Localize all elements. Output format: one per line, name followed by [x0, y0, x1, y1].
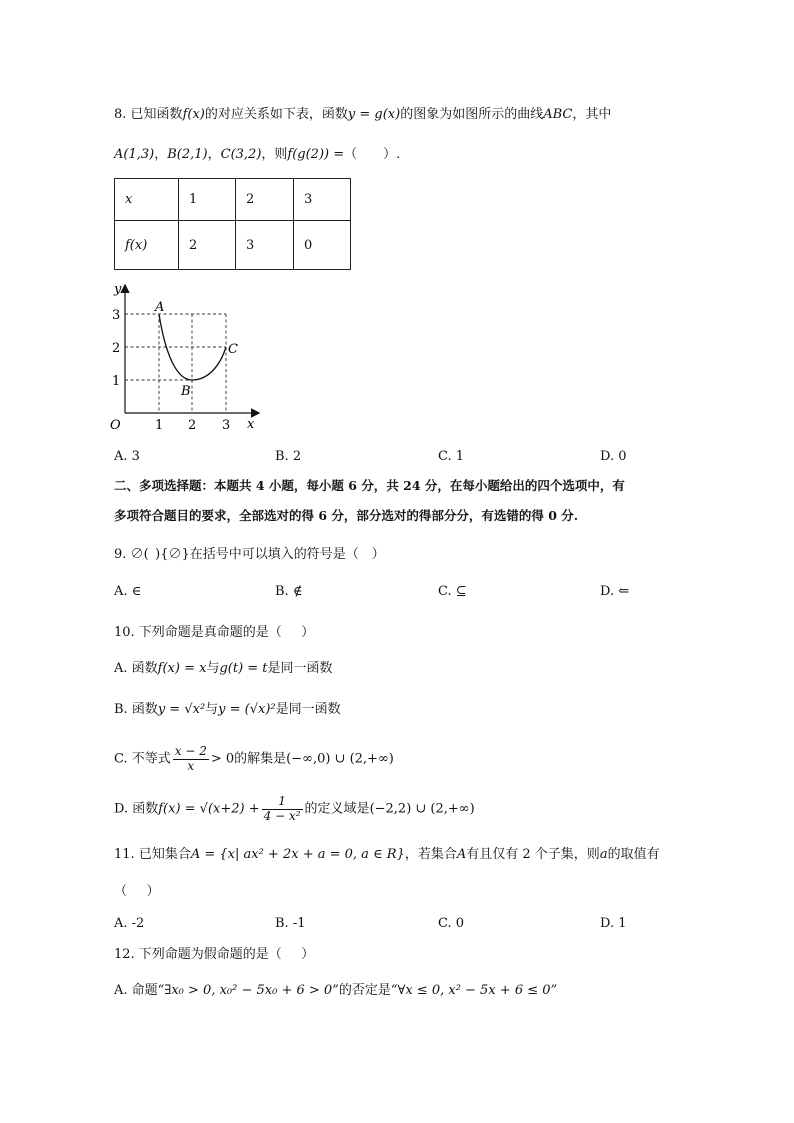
q11-var: A [456, 847, 467, 862]
q9-option-a[interactable]: A. ∈ [114, 584, 142, 599]
q8-sep: ， [207, 147, 221, 162]
option-text: 与 [205, 702, 219, 717]
axis-x-label: x [247, 417, 255, 432]
q8-number: 8. [114, 107, 127, 122]
table-cell: 2 [236, 179, 294, 221]
q11-set: A = {x| ax² + 2x + a = 0, a ∈ R} [190, 847, 405, 862]
option-text: B. 函数 [114, 702, 158, 717]
option-text: 是同一函数 [267, 661, 333, 676]
table-cell: 0 [294, 221, 351, 270]
fraction-denominator: x [187, 758, 195, 773]
table-row [115, 179, 351, 221]
table-cell: x [115, 179, 179, 221]
q8-gx: y = g(x) [347, 107, 401, 122]
q11-option-d[interactable]: D. 1 [600, 916, 627, 931]
q9-option-b[interactable]: B. ∉ [275, 584, 303, 599]
y-tick-label: 2 [112, 341, 121, 356]
fraction-numerator: x − 2 [174, 744, 207, 758]
q8-stem-line2 [114, 148, 400, 161]
q9-set: {∅} [160, 547, 190, 562]
origin-label: O [110, 418, 121, 433]
function-table [114, 178, 351, 270]
option-formula: f(x) = x [157, 661, 207, 676]
option-text: C. 不等式 [114, 751, 171, 767]
q12-option-a[interactable] [114, 984, 557, 997]
option-text: A. 命题 [114, 983, 158, 998]
q8-option-a[interactable]: A. 3 [114, 449, 140, 464]
q11-answer-paren: （ ） [114, 884, 160, 899]
option-formula: y = √x² [157, 702, 206, 717]
option-text: 与 [206, 661, 220, 676]
table-cell: 3 [294, 179, 351, 221]
option-text: D. 函数 [114, 801, 159, 817]
q10-option-a[interactable] [114, 662, 333, 675]
option-text: 的否定是 [338, 983, 391, 998]
q11-option-b[interactable]: B. -1 [275, 916, 306, 931]
q8-text: ，其中 [572, 107, 612, 122]
option-text: 的定义域是 [304, 801, 370, 817]
q9-text: 在括号中可以填入的符号是（ ） [189, 547, 385, 562]
dashed-guides [125, 314, 226, 413]
q11-number: 11. [114, 847, 135, 862]
table-cell: 1 [179, 179, 236, 221]
q11-option-a[interactable]: A. -2 [114, 916, 145, 931]
option-text: 的解集是 [234, 751, 287, 767]
q8-then: ，则 [261, 147, 288, 162]
q11-text: ，若集合 [404, 847, 457, 862]
section-2-heading-line1: 二、多项选择题：本题共 4 小题，每小题 6 分，共 24 分，在每小题给出的四个选项中，有 [114, 478, 625, 493]
fraction-numerator: 1 [262, 795, 303, 810]
option-formula: > 0 [210, 751, 235, 767]
q8-point-a: A(1,3) [114, 147, 155, 162]
section-2-heading-line2: 多项符合题目的要求，全部选对的得 6 分，部分选对的得部分分，有选错的得 0 分. [114, 508, 579, 523]
q11-text: 已知集合 [138, 847, 191, 862]
x-tick-label: 1 [155, 418, 164, 433]
q9-number: 9. [114, 547, 127, 562]
option-formula: “∃x₀ > 0, x₀² − 5x₀ + 6 > 0” [157, 983, 339, 998]
fraction [173, 745, 209, 774]
q9-stem [114, 548, 385, 561]
point-a-label: A [155, 300, 165, 315]
option-formula: “∀x ≤ 0, x² − 5x + 6 ≤ 0” [390, 983, 558, 998]
q8-fx: f(x) [182, 107, 205, 122]
q9-option-c[interactable]: C. ⊆ [438, 584, 467, 599]
table-cell: 3 [236, 221, 294, 270]
option-formula: g(t) = t [219, 661, 268, 676]
q8-option-c[interactable]: C. 1 [438, 449, 465, 464]
q11-option-c[interactable]: C. 0 [438, 916, 465, 931]
q8-text: 的对应关系如下表，函数 [204, 107, 348, 122]
q12-stem: 12. 下列命题为假命题的是（ ） [114, 947, 315, 962]
q8-point-b: B(2,1) [167, 147, 208, 162]
x-tick-label: 3 [222, 418, 231, 433]
q11-var: a [599, 847, 608, 862]
table-cell: 2 [179, 221, 236, 270]
q8-text: 的图象为如图所示的曲线 [400, 107, 544, 122]
q8-option-b[interactable]: B. 2 [275, 449, 302, 464]
axis-y-label: y [114, 282, 122, 297]
y-tick-label: 1 [112, 374, 121, 389]
table-cell: f(x) [115, 221, 179, 270]
q8-point-c: C(3,2) [220, 147, 262, 162]
option-formula: y = (√x)² [218, 702, 276, 717]
q10-option-c[interactable] [114, 745, 394, 774]
graph-g [108, 280, 268, 436]
q10-option-d[interactable] [114, 795, 475, 824]
q11-stem-line1 [114, 848, 660, 861]
fraction-denominator: 4 − x² [263, 808, 301, 823]
q10-stem: 10. 下列命题是真命题的是（ ） [114, 625, 315, 640]
q9-option-d[interactable]: D. ⇐ [600, 584, 630, 599]
q8-stem-line1 [114, 108, 611, 121]
q8-answer-paren: （ ）. [344, 147, 401, 162]
option-formula: (−2,2) ∪ (2,+∞) [369, 801, 475, 817]
y-tick-label: 3 [112, 308, 121, 323]
option-formula: f(x) = √(x+2) + [158, 801, 260, 817]
q9-empty-set: ∅ [130, 547, 144, 562]
q8-abc: ABC [543, 107, 573, 122]
option-text: A. 函数 [114, 661, 158, 676]
point-c-label: C [228, 342, 238, 357]
q11-text: 的取值有 [607, 847, 660, 862]
q11-text: 有且仅有 2 个子集，则 [466, 847, 600, 862]
option-formula: (−∞,0) ∪ (2,+∞) [286, 751, 394, 767]
q8-text: 已知函数 [130, 107, 183, 122]
point-b-label: B [181, 384, 191, 399]
q8-sep: ， [154, 147, 168, 162]
option-text: 是同一函数 [275, 702, 341, 717]
q10-option-b[interactable] [114, 703, 341, 716]
x-tick-label: 2 [188, 418, 197, 433]
q8-option-d[interactable]: D. 0 [600, 449, 627, 464]
q8-expression: f(g(2)) = [287, 147, 345, 162]
fraction [262, 795, 303, 824]
q9-blank: ( ) [143, 547, 161, 562]
table-row [115, 221, 351, 270]
